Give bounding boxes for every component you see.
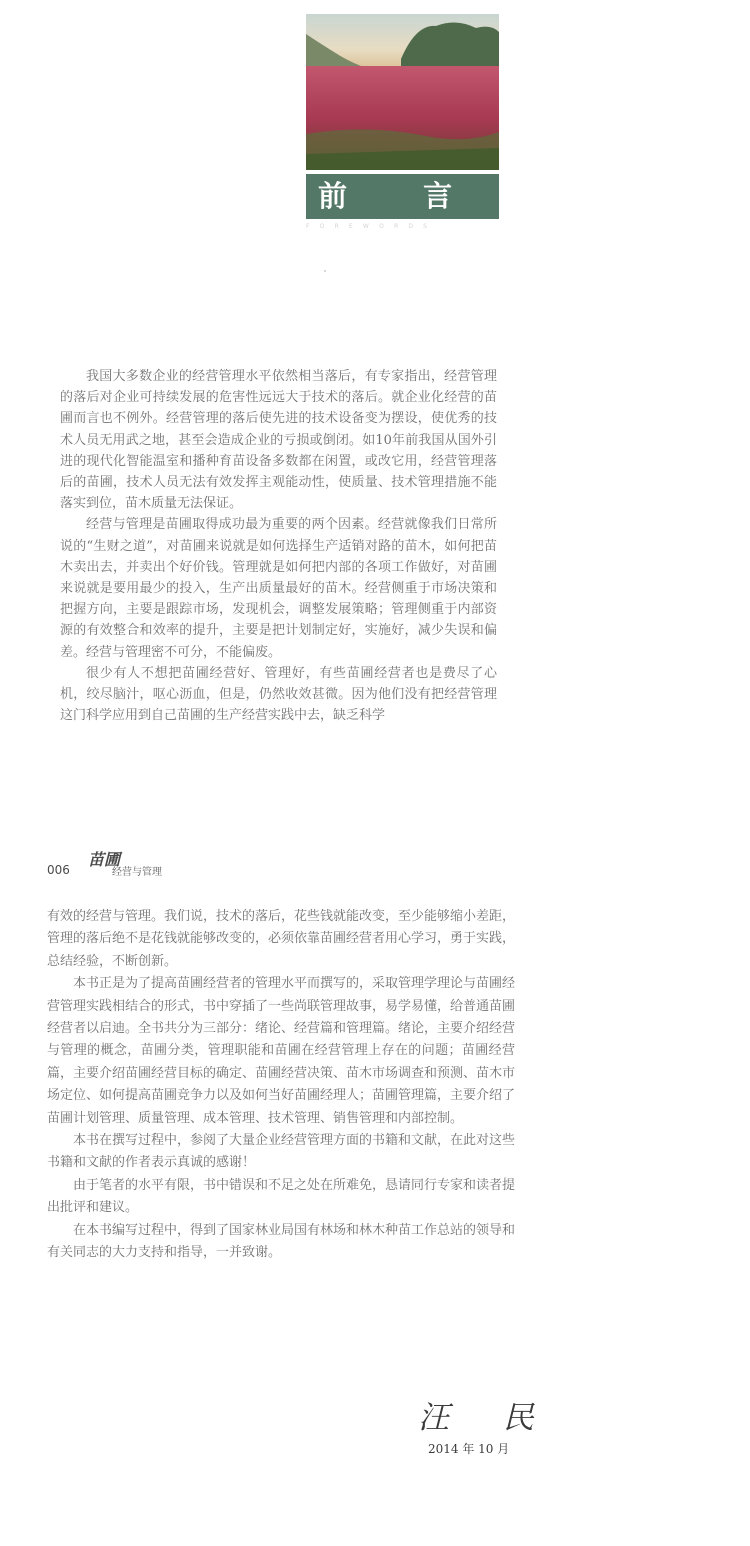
signature-date: 2014 年 10 月 xyxy=(428,1442,510,1456)
paragraph: 我国大多数企业的经营管理水平依然相当落后，有专家指出，经营管理的落后对企业可持续发展的危害性远远大于技术的落后。就企业化经营的苗圃而言也不例外。经营管理的落后使先进的技术设备变为摆设，使优秀的技术人员无用武之地，甚至会造成企业的亏损或倒闭。如10年前我国从国外引进的现代化智能温室和播种育苗设备多数都在闲置，或改它用，经营管理落后的苗圃，技术人员无法有效发挥主观能动性，使质量、技术管理措施不能落实到位，苗木质量无法保证。 xyxy=(60,369,497,512)
header-photo xyxy=(306,14,499,170)
preface-body-top xyxy=(60,366,497,791)
paragraph: 很少有人不想把苗圃经营好、管理好，有些苗圃经营者也是费尽了心机，绞尽脑汁，呕心沥血，但是，仍然收效甚微。因为他们没有把经营管理这门科学应用到自己苗圃的生产经营实践中去，缺乏科学 xyxy=(60,665,497,724)
title-banner xyxy=(306,174,499,219)
preface-body-bottom xyxy=(47,906,515,1265)
paragraph: 本书在撰写过程中，参阅了大量企业经营管理方面的书籍和文献，在此对这些书籍和文献的作者表示真诚的感谢！ xyxy=(47,1133,516,1171)
decorative-dot xyxy=(324,270,326,272)
page-title: 前 言 xyxy=(318,179,486,213)
author-signature: 汪 民 xyxy=(418,1400,556,1436)
paragraph: 在本书编写过程中，得到了国家林业局国有林场和林木种苗工作总站的领导和有关同志的大力支持和指导，一并致谢。 xyxy=(47,1222,516,1261)
paragraph: 由于笔者的水平有限，书中错误和不足之处在所难免，恳请同行专家和读者提出批评和建议。 xyxy=(47,1177,516,1216)
running-book-title: 经营与管理 xyxy=(112,867,162,878)
book-logo: 苗圃 xyxy=(88,850,121,869)
page-subtitle: FOREWORDS xyxy=(306,223,438,230)
paragraph: 有效的经营与管理。我们说，技术的落后，花些钱就能改变，至少能够缩小差距，管理的落后绝不是花钱就能够改变的，必须依靠苗圃经营者用心学习，勇于实践，总结经验，不断创新。 xyxy=(47,909,516,969)
paragraph: 本书正是为了提高苗圃经营者的管理水平而撰写的，采取管理学理论与苗圃经营管理实践相结合的形式，书中穿插了一些尚联管理故事，易学易懂，给普通苗圃经营者以启迪。全书共分为三部分：绪论、经营篇和管理篇。绪论，主要介绍经营与管理的概念，苗圃分类，管理职能和苗圃在经营管理上存在的问题；苗圃经营篇，主要介绍苗圃经营目标的确定、苗圃经营决策、苗木市场调查和预测、苗木市场定位、如何提高苗圃竞争力以及如何当好苗圃经理人；苗圃管理篇，主要介绍了苗圃计划管理、质量管理、成本管理、技术管理、销售管理和内部控制。 xyxy=(47,976,516,1126)
paragraph: 经营与管理是苗圃取得成功最为重要的两个因素。经营就像我们日常所说的“生财之道”，对苗圃来说就是如何选择生产适销对路的苗木，如何把苗木卖出去，并卖出个好价钱。管理就是如何把内部的各项工作做好，对苗圃来说就是要用最少的投入，生产出质量最好的苗木。经营侧重于市场决策和把握方向，主要是跟踪市场，发现机会，调整发展策略；管理侧重于内部资源的有效整合和效率的提升，主要是把计划制定好，实施好，减少失误和偏差。经营与管理密不可分，不能偏废。 xyxy=(60,517,497,660)
page-number: 006 xyxy=(47,863,70,877)
